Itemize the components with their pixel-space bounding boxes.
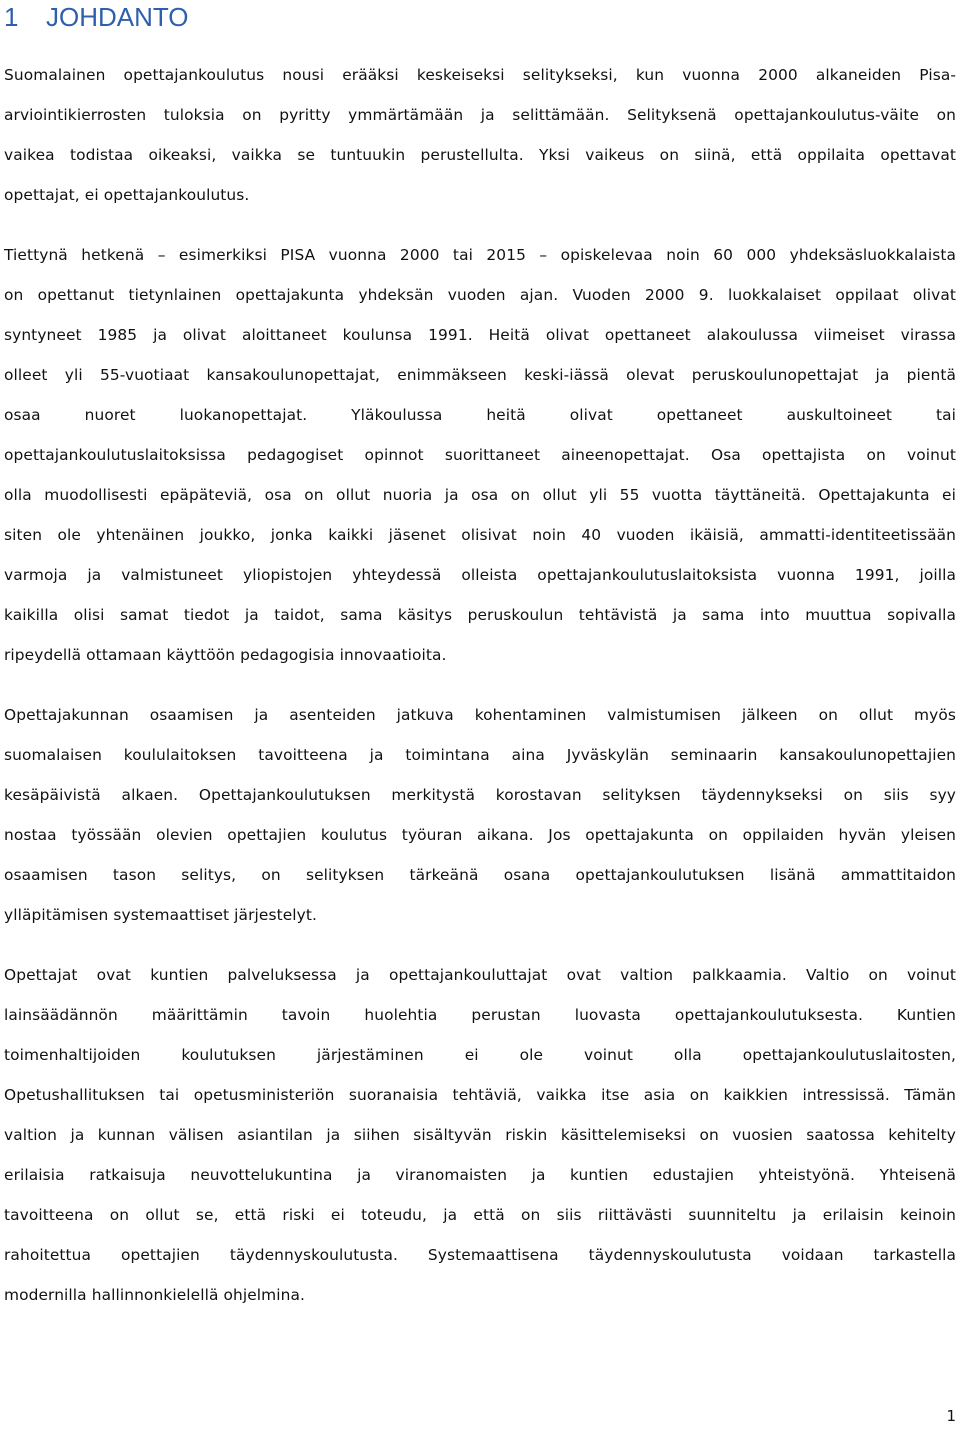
chapter-title: JOHDANTO [46,2,189,32]
paragraph [4,235,956,675]
paragraph [4,955,956,1315]
text-line: suomalaisen koululaitoksen tavoitteena ja toimintana aina Jyväskylän seminaarin kansakoulunopettajien [4,746,956,764]
text-line: kaikilla olisi samat tiedot ja taidot, sama käsitys peruskoulun tehtävistä ja sama into muuttua sopivalla [4,606,956,624]
text-line: Suomalainen opettajankoulutus nousi erääksi keskeiseksi selitykseksi, kun vuonna 2000 alkaneiden Pisa- [4,66,956,84]
text-line: rahoitettua opettajien täydennyskoulutusta. Systemaattisena täydennyskoulutusta voidaan tarkastella [4,1246,956,1264]
chapter-number: 1 [4,2,19,32]
text-line: valtion ja kunnan välisen asiantilan ja siihen sisältyvän riskin käsittelemiseksi on vuosien saatossa kehitelty [4,1126,956,1144]
text-line: erilaisia ratkaisuja neuvottelukuntina ja viranomaisten ja kuntien edustajien yhteistyönä. Yhteisenä [4,1166,956,1184]
text-line: on opettanut tietynlainen opettajakunta yhdeksän vuoden ajan. Vuoden 2000 9. luokkalaiset oppilaat olivat [4,286,956,304]
text-line: osaamisen tason selitys, on selityksen tärkeänä osana opettajankoulutuksen lisänä ammattitaidon [4,866,956,884]
text-line: varmoja ja valmistuneet yliopistojen yhteydessä olleista opettajankoulutuslaitoksista vuonna 1991, joilla [4,566,956,584]
text-line: opettajankoulutuslaitoksissa pedagogiset opinnot suorittaneet aineenopettajat. Osa opettajista on voinut [4,446,956,464]
text-line: olleet yli 55-vuotiaat kansakoulunopettajat, enimmäkseen keski-iässä olevat peruskoulunopettajat ja pientä [4,366,956,384]
text-line: osaa nuoret luokanopettajat. Yläkoulussa heitä olivat opettaneet auskultoineet tai [4,406,956,424]
text-line: vaikea todistaa oikeaksi, vaikka se tuntuukin perustellulta. Yksi vaikeus on siinä, että oppilaita opettavat [4,146,956,164]
text-line: lainsäädännön määrittämin tavoin huolehtia perustan luovasta opettajankoulutuksesta. Kuntien [4,1006,956,1024]
text-line: ripeydellä ottamaan käyttöön pedagogisia innovaatioita. [4,646,447,664]
text-line: Opettajat ovat kuntien palveluksessa ja opettajankouluttajat ovat valtion palkkaamia. Valtio on voinut [4,966,956,984]
text-line: Tiettynä hetkenä – esimerkiksi PISA vuonna 2000 tai 2015 – opiskelevaa noin 60 000 yhdeksäsluokkalaista [4,246,956,264]
text-line: syntyneet 1985 ja olivat aloittaneet koulunsa 1991. Heitä olivat opettaneet alakoulussa viimeiset virassa [4,326,956,344]
text-line: modernilla hallinnonkielellä ohjelmina. [4,1286,306,1304]
text-line: toimenhaltijoiden koulutuksen järjestäminen ei ole voinut olla opettajankoulutuslaitosten, [4,1046,956,1064]
text-line: kesäpäivistä alkaen. Opettajankoulutuksen merkitystä korostavan selityksen täydennykseksi on siis syy [4,786,956,804]
text-line: tavoitteena on ollut se, että riski ei toteudu, ja että on siis riittävästi suunniteltu ja erilaisin keinoin [4,1206,956,1224]
text-line: ylläpitämisen systemaattiset järjestelyt. [4,906,317,924]
page-number: 1 [946,1407,956,1425]
text-line: nostaa työssään olevien opettajien koulutus työuran aikana. Jos opettajakunta on oppilaiden hyvän yleisen [4,826,956,844]
document-page [4,0,956,1315]
chapter-heading [4,0,956,36]
text-line: siten ole yhtenäinen joukko, jonka kaikki jäsenet olisivat noin 40 vuoden ikäisiä, ammatti-identiteetissään [4,526,956,544]
paragraph [4,55,956,215]
paragraph [4,695,956,935]
text-line: opettajat, ei opettajankoulutus. [4,186,250,204]
text-line: Opetushallituksen tai opetusministeriön suoranaisia tehtäviä, vaikka itse asia on kaikkien intressissä. Tämän [4,1086,956,1104]
text-line: Opettajakunnan osaamisen ja asenteiden jatkuva kohentaminen valmistumisen jälkeen on ollut myös [4,706,956,724]
text-line: arviointikierrosten tuloksia on pyritty ymmärtämään ja selittämään. Selityksenä opettajankoulutus-väite on [4,106,956,124]
text-line: olla muodollisesti epäpäteviä, osa on ollut nuoria ja osa on ollut yli 55 vuotta täyttäneitä. Opettajakunta ei [4,486,956,504]
